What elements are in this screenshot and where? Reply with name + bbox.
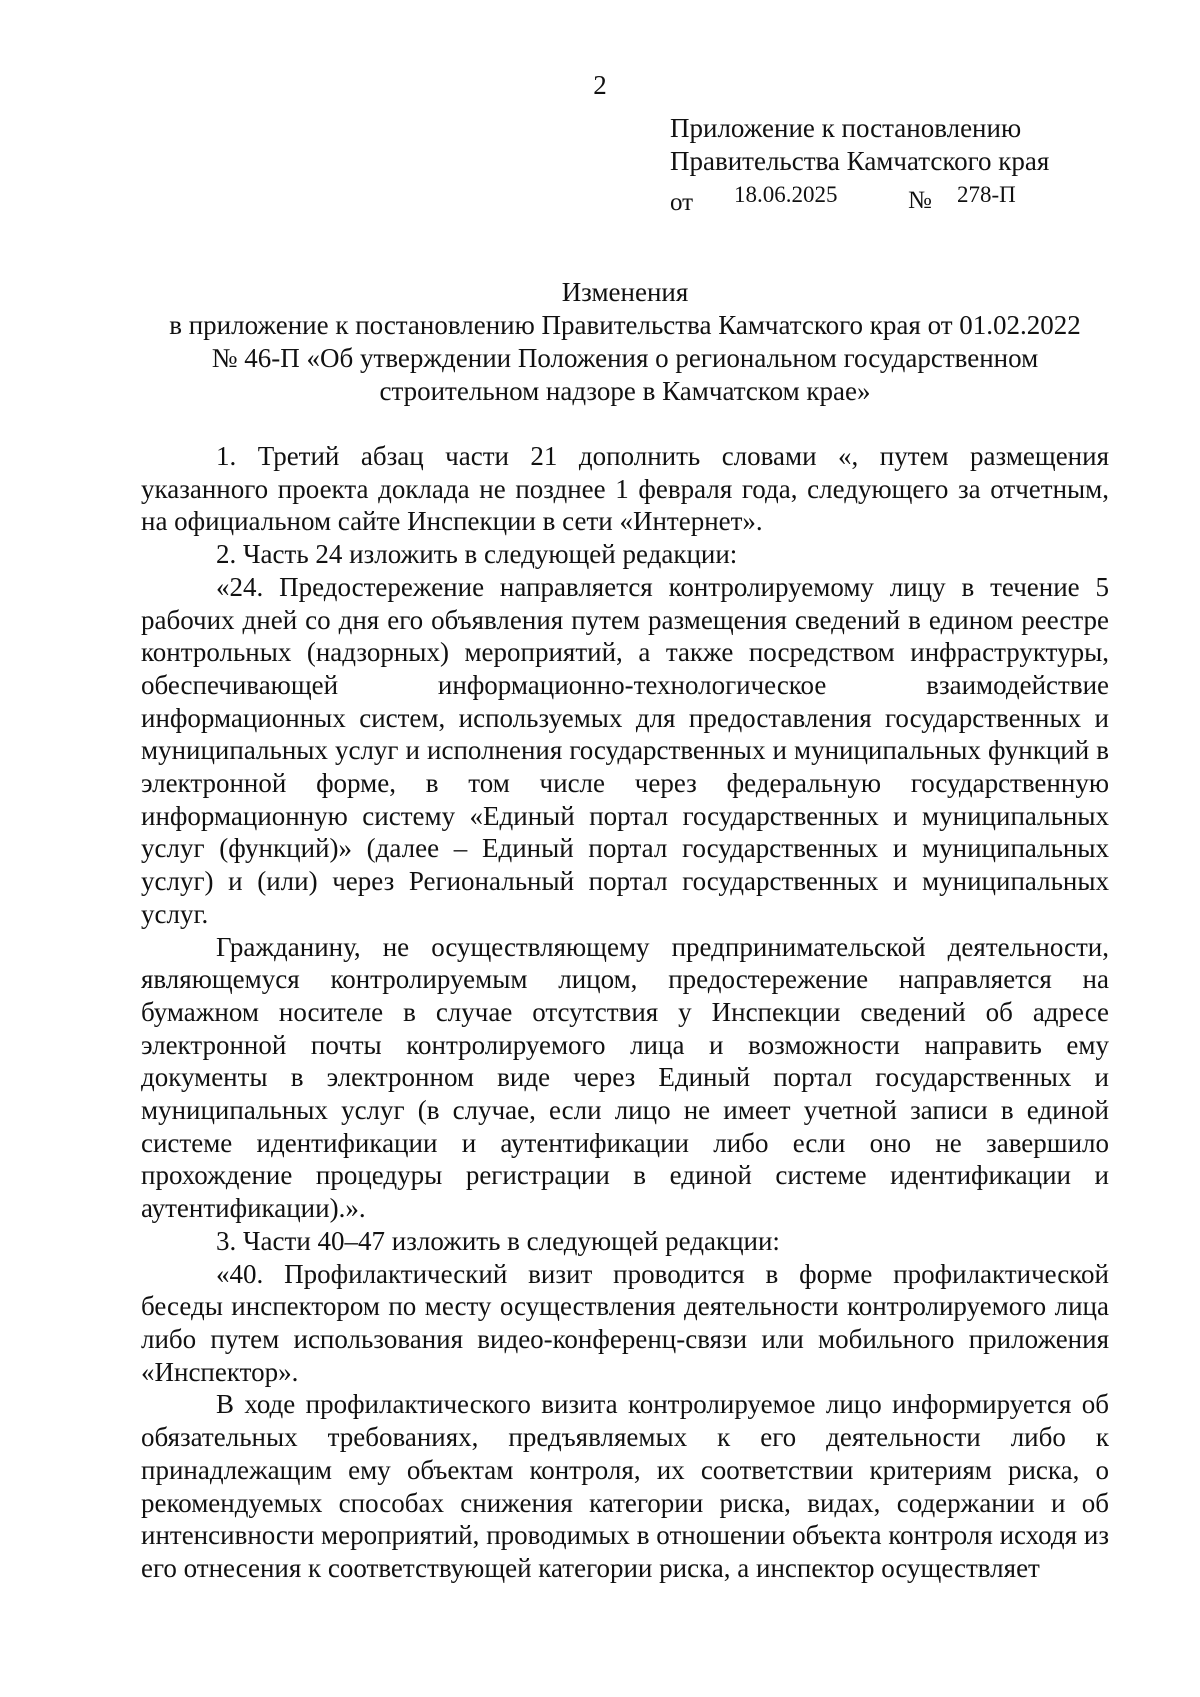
title-line-2: № 46-П «Об утверждении Положения о региональном государственном [211, 343, 1039, 373]
paragraph-6: «40. Профилактический визит проводится в форме профилактической беседы инспектором по месту осуществления деятельности контролируемого лица либо путем использования видео-конференц-связи или мобильного приложения «Инспектор». [141, 1258, 1109, 1387]
resolution-number: 278-П [957, 182, 1016, 207]
title-line-3: строительном надзоре в Камчатском крае» [379, 376, 871, 406]
number-label: № [908, 187, 932, 214]
date-label: от [670, 189, 694, 216]
paragraph-5: 3. Части 40–47 изложить в следующей редакции: [216, 1225, 780, 1256]
appendix-header [670, 112, 1140, 214]
resolution-date: 18.06.2025 [734, 182, 838, 207]
paragraph-1: 1. Третий абзац части 21 дополнить словами «, путем размещения указанного проекта доклада не позднее 1 февраля года, следующего за отчетным, на официальном сайте Инспекции в сети «Интернет». [141, 441, 1109, 537]
paragraph-7: В ходе профилактического визита контролируемое лицо информируется об обязательных требованиях, предъявляемых к его деятельности либо к принадлежащим ему объектам контроля, их соответствии критериям риска, о рекомендуемых способах снижения категории риска, видах, содержании и об интенсивности мероприятий, проводимых в отношении объекта контроля исходя из его отнесения к соответствующей категории риска, а инспектор осуществляет [141, 1389, 1109, 1583]
appendix-meta [670, 178, 1140, 214]
appendix-line-2: Правительства Камчатского края [670, 146, 1050, 176]
paragraph-3: «24. Предостережение направляется контролируемому лицу в течение 5 рабочих дней со дня его объявления путем размещения сведений в едином реестре контрольных (надзорных) мероприятий, а также посредством инфраструктуры, обеспечивающей информационно-технологическое взаимодействие информационных систем, используемых для предоставления государственных и муниципальных услуг и исполнения государственных и муниципальных функций в электронной форме, в том числе через федеральную государственную информационную систему «Единый портал государственных и муниципальных услуг (функций)» (далее – Единый портал государственных и муниципальных услуг) и (или) через Региональный портал государственных и муниципальных услуг. [141, 571, 1109, 929]
document-title [140, 276, 1110, 408]
appendix-line-1: Приложение к постановлению [670, 113, 1022, 143]
paragraph-4: Гражданину, не осуществляющему предпринимательской деятельности, являющемуся контролируемым лицом, предостережение направляется на бумажном носителе в случае отсутствия у Инспекции сведений об адресе электронной почты контролируемого лица и возможности направить ему документы в электронном виде через Единый портал государственных и муниципальных услуг (в случае, если лицо не имеет учетной записи в единой системе идентификации и аутентификации либо если оно не завершило прохождение процедуры регистрации в единой системе идентификации и аутентификации).». [141, 931, 1109, 1224]
document-body [141, 440, 1109, 1585]
paragraph-2: 2. Часть 24 изложить в следующей редакции: [216, 539, 738, 570]
title-line-1: в приложение к постановлению Правительства Камчатского края от 01.02.2022 [169, 310, 1081, 340]
title-heading: Изменения [561, 277, 689, 307]
page-number: 2 [593, 70, 607, 100]
